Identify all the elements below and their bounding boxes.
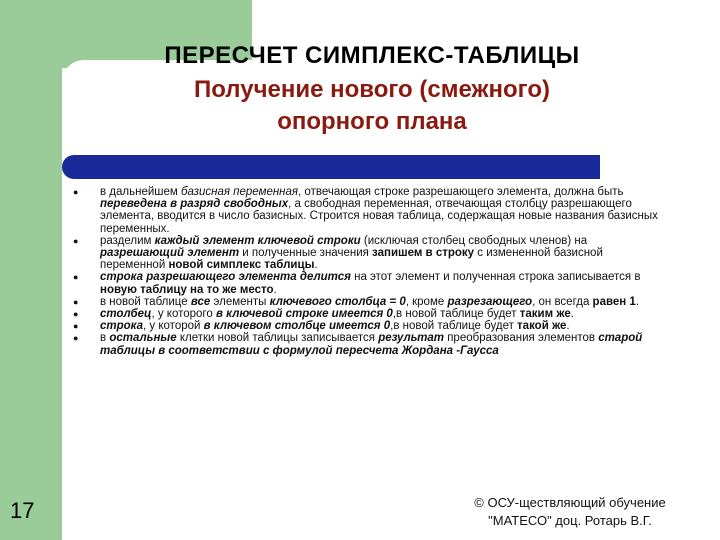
bullet-text-segment: ключевого столбца = 0 — [269, 295, 406, 308]
bullet-text-segment: , кроме — [405, 295, 448, 308]
bullet-text-segment: на этот элемент и полученная строка записывается в — [350, 271, 641, 284]
bullet-text-segment: элементы — [210, 295, 270, 308]
slide-subtitle — [62, 74, 682, 138]
bullet-text-segment: переведена в разряд свободных — [100, 198, 289, 211]
bullet-text-segment: в ключевом столбце имеется 0 — [203, 320, 391, 333]
bullet-text-segment: базисная переменная — [181, 186, 299, 198]
footer-line2: "МАТЕСО" доц. Ротарь В.Г. — [488, 513, 652, 528]
bullet-text-segment: строка — [100, 320, 144, 333]
bullet-text-segment: каждый элемент ключевой строки — [154, 234, 361, 247]
bullet-item — [68, 320, 668, 332]
bullet-text-segment: клетки новой таблицы записывается — [176, 332, 379, 345]
slide-subtitle-line1: Получение нового (смежного) — [193, 76, 551, 103]
bullet-text-segment: , у которого — [151, 308, 216, 321]
bullet-text-segment: старой таблицы в соответствии с формулой пересчета Жордана -Гаусса — [100, 332, 643, 357]
bullet-text-segment: (исключая столбец свободных членов) на — [360, 234, 588, 247]
bullet-text-segment: разрезающего — [447, 295, 533, 308]
bullet-text-segment: строка разрешающего элемента делится — [100, 271, 351, 284]
bullet-item — [68, 308, 668, 320]
bullet-text-segment: . — [273, 283, 277, 296]
bullet-text-segment: такой же — [517, 320, 567, 333]
slide-subtitle-line2: опорного плана — [277, 108, 467, 135]
footer-credit — [440, 494, 700, 530]
bullet-dot-icon: ● — [73, 187, 79, 197]
bullet-text-segment: в новой таблице — [100, 295, 191, 308]
bullet-text-segment: , а свободная переменная, отвечающая столбцу разрешающего элемента, вводится в число базисных. Строится новая таблица, содержащая новые названия базисных переменных. — [100, 198, 658, 235]
bullet-dot-icon: ● — [73, 235, 79, 246]
bullet-text-segment: запишем в строку — [372, 247, 475, 260]
bullet-text-segment: , у которой — [143, 320, 204, 333]
bullet-text-segment: разрешающий элемент — [100, 247, 240, 260]
bullet-text-segment: все — [190, 295, 211, 308]
bullet-text-segment: столбец — [100, 308, 152, 321]
bullet-dot-icon: ● — [73, 272, 79, 283]
bullet-text-segment: преобразования элементов — [444, 332, 599, 345]
left-green-band — [0, 0, 62, 540]
footer-line1: © ОСУ-ществляющий обучение — [474, 495, 666, 510]
bullet-text-segment: . — [314, 259, 318, 272]
bullet-text-segment: с измененной базисной переменной — [100, 247, 603, 272]
bullet-item — [68, 186, 668, 235]
page-number: 17 — [10, 498, 35, 523]
bullet-text-segment: разделим — [100, 234, 155, 247]
bullet-item — [68, 296, 668, 308]
bullet-dot-icon: ● — [73, 309, 79, 320]
bullet-text-segment: , отвечающая строке разрешающего элемента, должна быть — [298, 186, 624, 198]
bullet-text-segment: . — [570, 308, 574, 321]
bullet-text-segment: ,в новой таблице будет — [392, 308, 520, 321]
bullet-text-segment: . — [635, 295, 640, 308]
bullet-dot-icon: ● — [73, 321, 79, 332]
bullet-dot-icon: ● — [73, 296, 79, 307]
bullet-text-segment: в ключевой строке имеется 0 — [215, 308, 393, 321]
bullet-text-segment: в — [100, 332, 110, 345]
bullet-item — [68, 332, 668, 356]
title-divider-bar — [62, 155, 600, 179]
bullet-item — [68, 235, 668, 272]
bullet-text-segment: новой симплекс таблицы — [168, 259, 315, 272]
bullet-item — [68, 271, 668, 295]
bullet-text-segment: . — [566, 320, 570, 333]
bullet-text-segment: результат — [378, 332, 444, 345]
slide-title: ПЕРЕСЧЕТ СИМПЛЕКС-ТАБЛИЦЫ — [164, 42, 580, 69]
bullet-text-segment: и полученные значения — [239, 247, 373, 260]
bullet-dot-icon: ● — [73, 333, 79, 344]
bullet-text-segment: таким же — [519, 308, 571, 321]
bullet-text-segment: остальные — [109, 332, 177, 345]
bullet-text-segment: равен 1 — [592, 295, 636, 308]
bullet-text-segment: новую таблицу на то же место — [100, 283, 274, 296]
bullet-text-segment: , он всегда — [532, 295, 593, 308]
bullet-text-segment: ,в новой таблице будет — [390, 320, 518, 333]
bullet-text-segment: в дальнейшем — [100, 186, 182, 198]
bullet-list — [68, 186, 668, 357]
